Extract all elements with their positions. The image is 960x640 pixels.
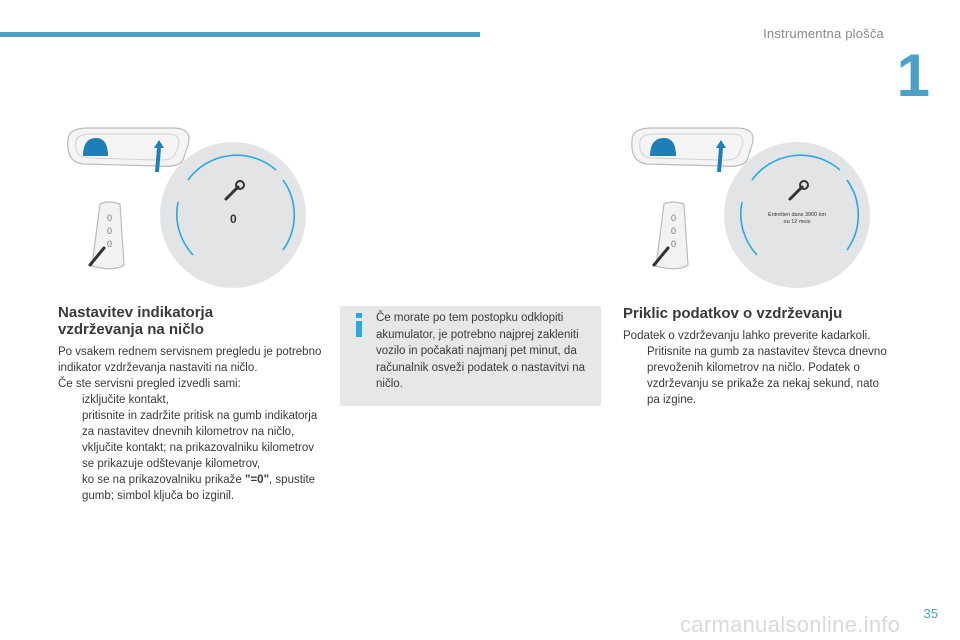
trip-reset-button [90,202,124,269]
button-digit: 0 [107,213,113,223]
list-item: Pritisnite na gumb za nastavitev števca dnevno prevoženih kilometrov na ničlo. Podatek o vzdrževanju se prikaže za nekaj sekund, nato pa izgine. [647,346,887,406]
paragraph: Podatek o vzdrževanju lahko preverite kadarkoli. [623,330,871,342]
dial-message-line2: ou 12 mois [783,219,811,225]
reset-section-body [58,344,328,504]
list-item: vključite kontakt; na prikazovalniku kilometrov se prikazuje odštevanje kilometrov, [82,442,315,470]
list-item: pritisnite in zadržite pritisk na gumb indikatorja za nastavitev dnevnih kilometrov na ničlo, [82,410,318,438]
list-item: izključite kontakt, [82,394,169,406]
paragraph: Po vsakem rednem servisnem pregledu je potrebno indikator vzdrževanja nastaviti na ničlo. [58,346,322,374]
button-digit: 0 [671,213,677,223]
recall-section-heading: Priklic podatkov o vzdrževanju [623,305,843,322]
page-number: 35 [923,606,938,621]
dial-message-line1: Entretien dans 3900 km [767,212,827,218]
recall-illustration [622,120,882,295]
list-item: ko se na prikazovalniku prikaže "=0", spustite gumb; simbol ključa bo izginil. [82,474,316,502]
button-digit: 0 [671,226,677,236]
reset-steps-list [58,392,328,504]
button-digit: 0 [671,239,677,249]
dashboard-stalk-icon [632,128,753,166]
dial-value: 0 [230,212,237,226]
watermark: carmanualsonline.info [680,612,901,637]
chapter-title: Instrumentna plošča [763,26,884,41]
header-accent-bar [0,32,480,37]
heading-line: vzdrževanja na ničlo [58,321,204,338]
chapter-number: 1 [896,42,930,109]
recall-steps-list [623,344,887,408]
reset-illustration [58,120,318,295]
heading-line: Nastavitev indikatorja [58,304,214,321]
info-text: Če morate po tem postopku odklopiti akumulator, je potrebno najprej zakleniti vozilo in počakati najmanj pet minut, da računalnik osveži podatek o nastavitvi na ničlo. [376,312,586,390]
info-box [340,306,601,406]
zero-indicator: "=0" [245,474,270,486]
button-digit: 0 [107,239,113,249]
reset-section-heading [58,304,328,338]
trip-reset-button [654,202,688,269]
recall-section-body [623,328,887,408]
dashboard-stalk-icon [68,128,189,166]
info-icon [348,312,370,338]
paragraph: Če ste servisni pregled izvedli sami: [58,378,241,390]
button-digit: 0 [107,226,113,236]
